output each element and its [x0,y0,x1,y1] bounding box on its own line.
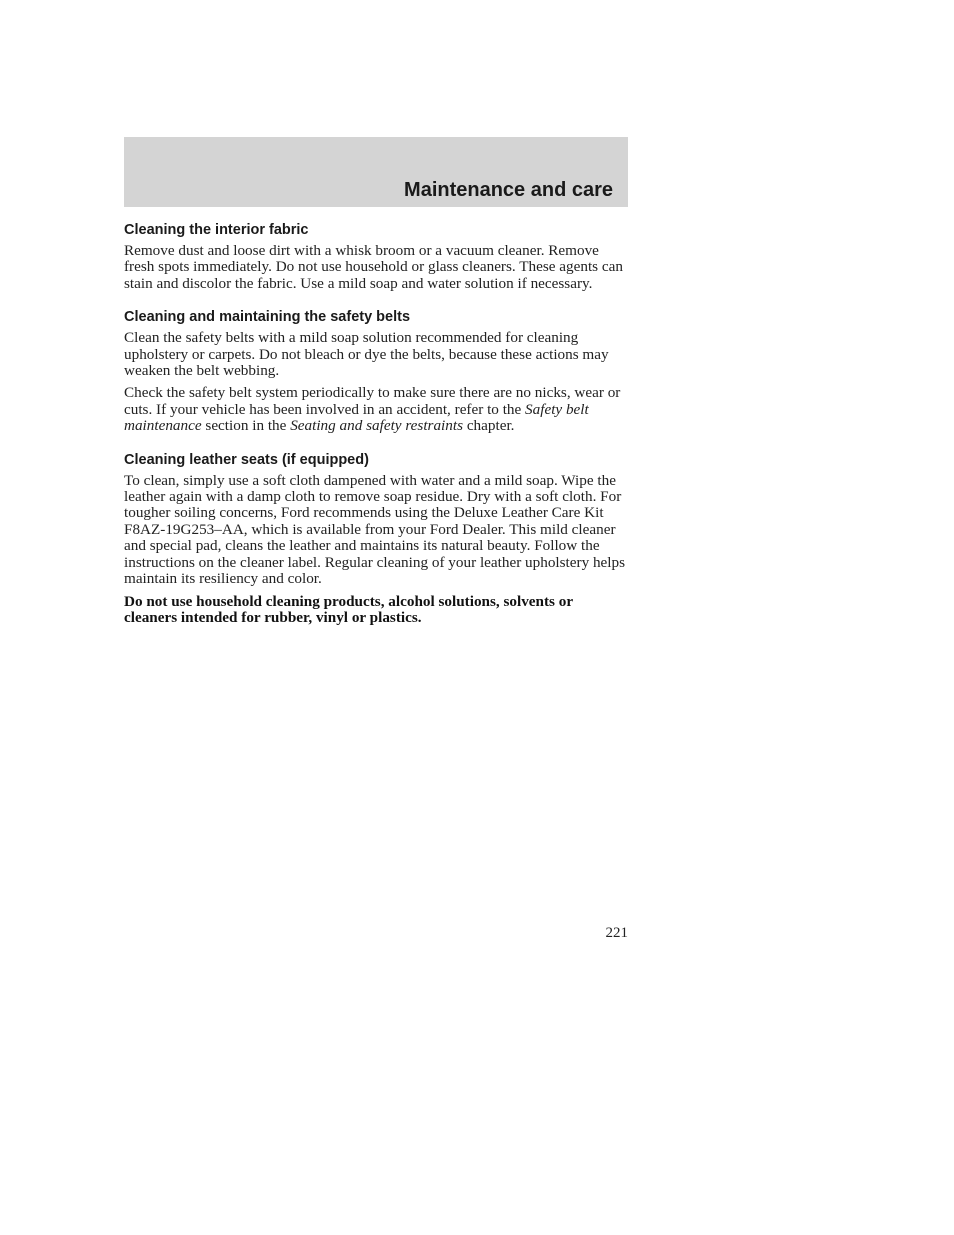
chapter-title: Maintenance and care [404,179,613,201]
text-run: section in the [201,417,291,435]
body-paragraph: Clean the safety belts with a mild soap solution recommended for cleaning upholstery or carpets. Do not bleach or dye the belts, because these actions may weaken the belt webbing. [124,329,609,380]
section-safety-belts [124,308,628,434]
section-interior-fabric [124,221,628,292]
section-heading: Cleaning the interior fabric [124,222,309,238]
chapter-header-band [124,137,628,207]
body-paragraph-belt-check [124,385,628,434]
section-leather-seats [124,451,628,627]
page-number: 221 [605,925,628,941]
page-content [124,221,628,632]
text-run: Check the safety belt system periodically to make sure there are no nicks, wear or cuts. If your vehicle has been involved in an accident, refer to the [124,384,621,418]
body-paragraph: Remove dust and loose dirt with a whisk broom or a vacuum cleaner. Remove fresh spots immediately. Do not use household or glass cleaners. These agents can stain and discolor the fabric. Use a mild soap and water solution if necessary. [124,242,623,292]
body-paragraph: To clean, simply use a soft cloth dampened with water and a mild soap. Wipe the leather again with a damp cloth to remove soap residue. Dry with a soft cloth. For tougher soiling concerns, Ford recommends using the Deluxe Leather Care Kit F8AZ-19G253–AA, which is available from your Ford Dealer. This mild cleaner and special pad, cleans the leather and maintains its natural beauty. Follow the instructions on the cleaner label. Regular cleaning of your leather upholstery helps maintain its resiliency and color. [124,471,626,588]
cross-reference-safety-belt-maintenance: Safety belt maintenance [124,400,589,435]
warning-paragraph: Do not use household cleaning products, alcohol solutions, solvents or cleaners intended for rubber, vinyl or plastics. [124,592,573,626]
cross-reference-seating-chapter: Seating and safety restraints [290,417,464,435]
text-run: chapter. [463,417,515,435]
section-heading: Cleaning and maintaining the safety belts [124,309,411,326]
section-heading: Cleaning leather seats (if equipped) [124,451,369,468]
